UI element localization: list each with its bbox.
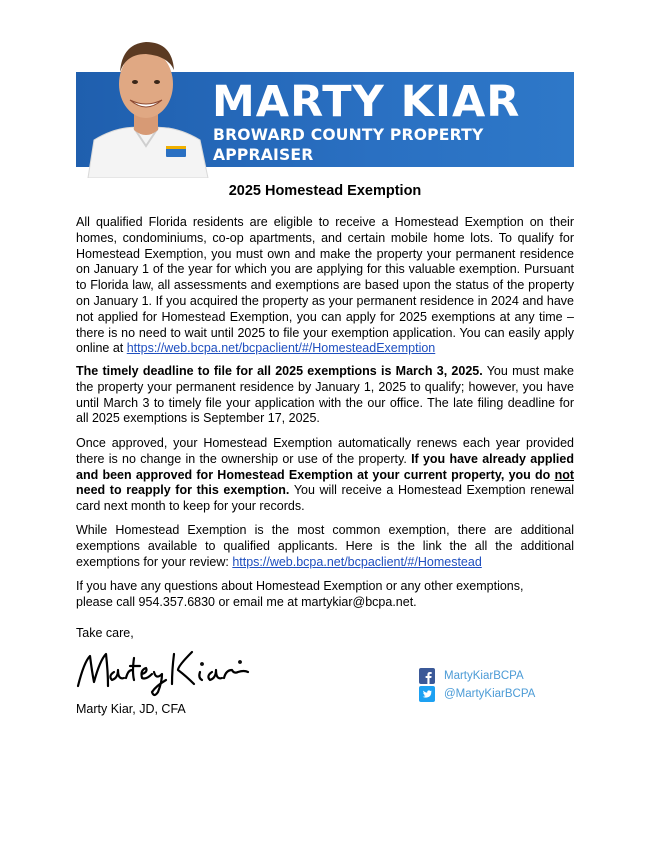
renewal-bold: If you have already applied and been approved for Homestead Exemption at your current property, you do: [76, 451, 574, 482]
deadline-bold: The timely deadline to file for all 2025 exemptions is March 3, 2025.: [76, 364, 483, 378]
handwritten-signature: [74, 642, 254, 700]
paragraph-text: All qualified Florida residents are eligible to receive a Homestead Exemption on their homes, condominiums, co-op apartments, and certain mobile home lots. To qualify for Homestead Exemption, you must own and make the property your permanent residence on January 1 of the year for which you are applying for this valuable exemption. Pursuant to Florida law, all assessments and exemptions are based upon the status of the property on January 1. If you acquired the property as your permanent residence in 2024 and have not applied for Homestead Exemption, you can apply for 2025 exemptions at any time – there is no need to wait until 2025 to file your exemption application. You can easily apply online at: [76, 215, 574, 356]
paragraph-additional-exemptions: [76, 523, 574, 570]
contact-line-2: please call 954.357.6830 or email me at martykiar@bcpa.net.: [76, 594, 417, 609]
facebook-icon: [419, 668, 435, 684]
homestead-exemption-link[interactable]: https://web.bcpa.net/bcpaclient/#/HomesteadExemption: [126, 341, 436, 356]
page-title: 2025 Homestead Exemption: [228, 183, 422, 199]
paragraph-text: Once approved, your Homestead Exemption automatically renews each year provided there is no change in the ownership or use of the property.: [76, 436, 574, 466]
paragraph-deadline: [76, 364, 574, 427]
banner-name: MARTY KIAR: [212, 77, 521, 127]
twitter-handle: @MartyKiarBCPA: [444, 688, 536, 700]
paragraph-text: You will receive a Homestead Exemption renewal card next month to keep for your records.: [76, 483, 574, 514]
paragraph-contact: [76, 579, 574, 611]
signer-name: Marty Kiar, JD, CFA: [76, 702, 186, 716]
paragraph-text: While Homestead Exemption is the most common exemption, there are additional exemptions available to qualified applicants. Here is the link the all the additional exemptions for your review:: [76, 523, 574, 569]
portrait-photo: [80, 28, 212, 178]
renewal-bold-end: need to reapply for this exemption.: [76, 483, 290, 498]
facebook-handle: MartyKiarBCPA: [444, 670, 524, 682]
contact-line-1: If you have any questions about Homestead Exemption or any other exemptions,: [76, 579, 524, 593]
renewal-bold-underline: not: [554, 467, 574, 482]
banner-subtitle: BROWARD COUNTY PROPERTY APPRAISER: [213, 126, 484, 164]
paragraph-renewal: [76, 436, 574, 515]
twitter-icon: [419, 686, 435, 702]
paragraph-text: You must make the property your permanent residence by January 1, 2025 to qualify; however, you have until March 3 to timely file your application with the our office. The late filing deadline for all 2025 exemptions is September 17, 2025.: [76, 364, 574, 426]
twitter-row[interactable]: [419, 686, 535, 702]
homestead-link[interactable]: https://web.bcpa.net/bcpaclient/#/Homestead: [232, 554, 482, 569]
facebook-row[interactable]: [419, 668, 524, 684]
closing: Take care,: [76, 626, 134, 640]
paragraph-qualification: [76, 215, 574, 357]
